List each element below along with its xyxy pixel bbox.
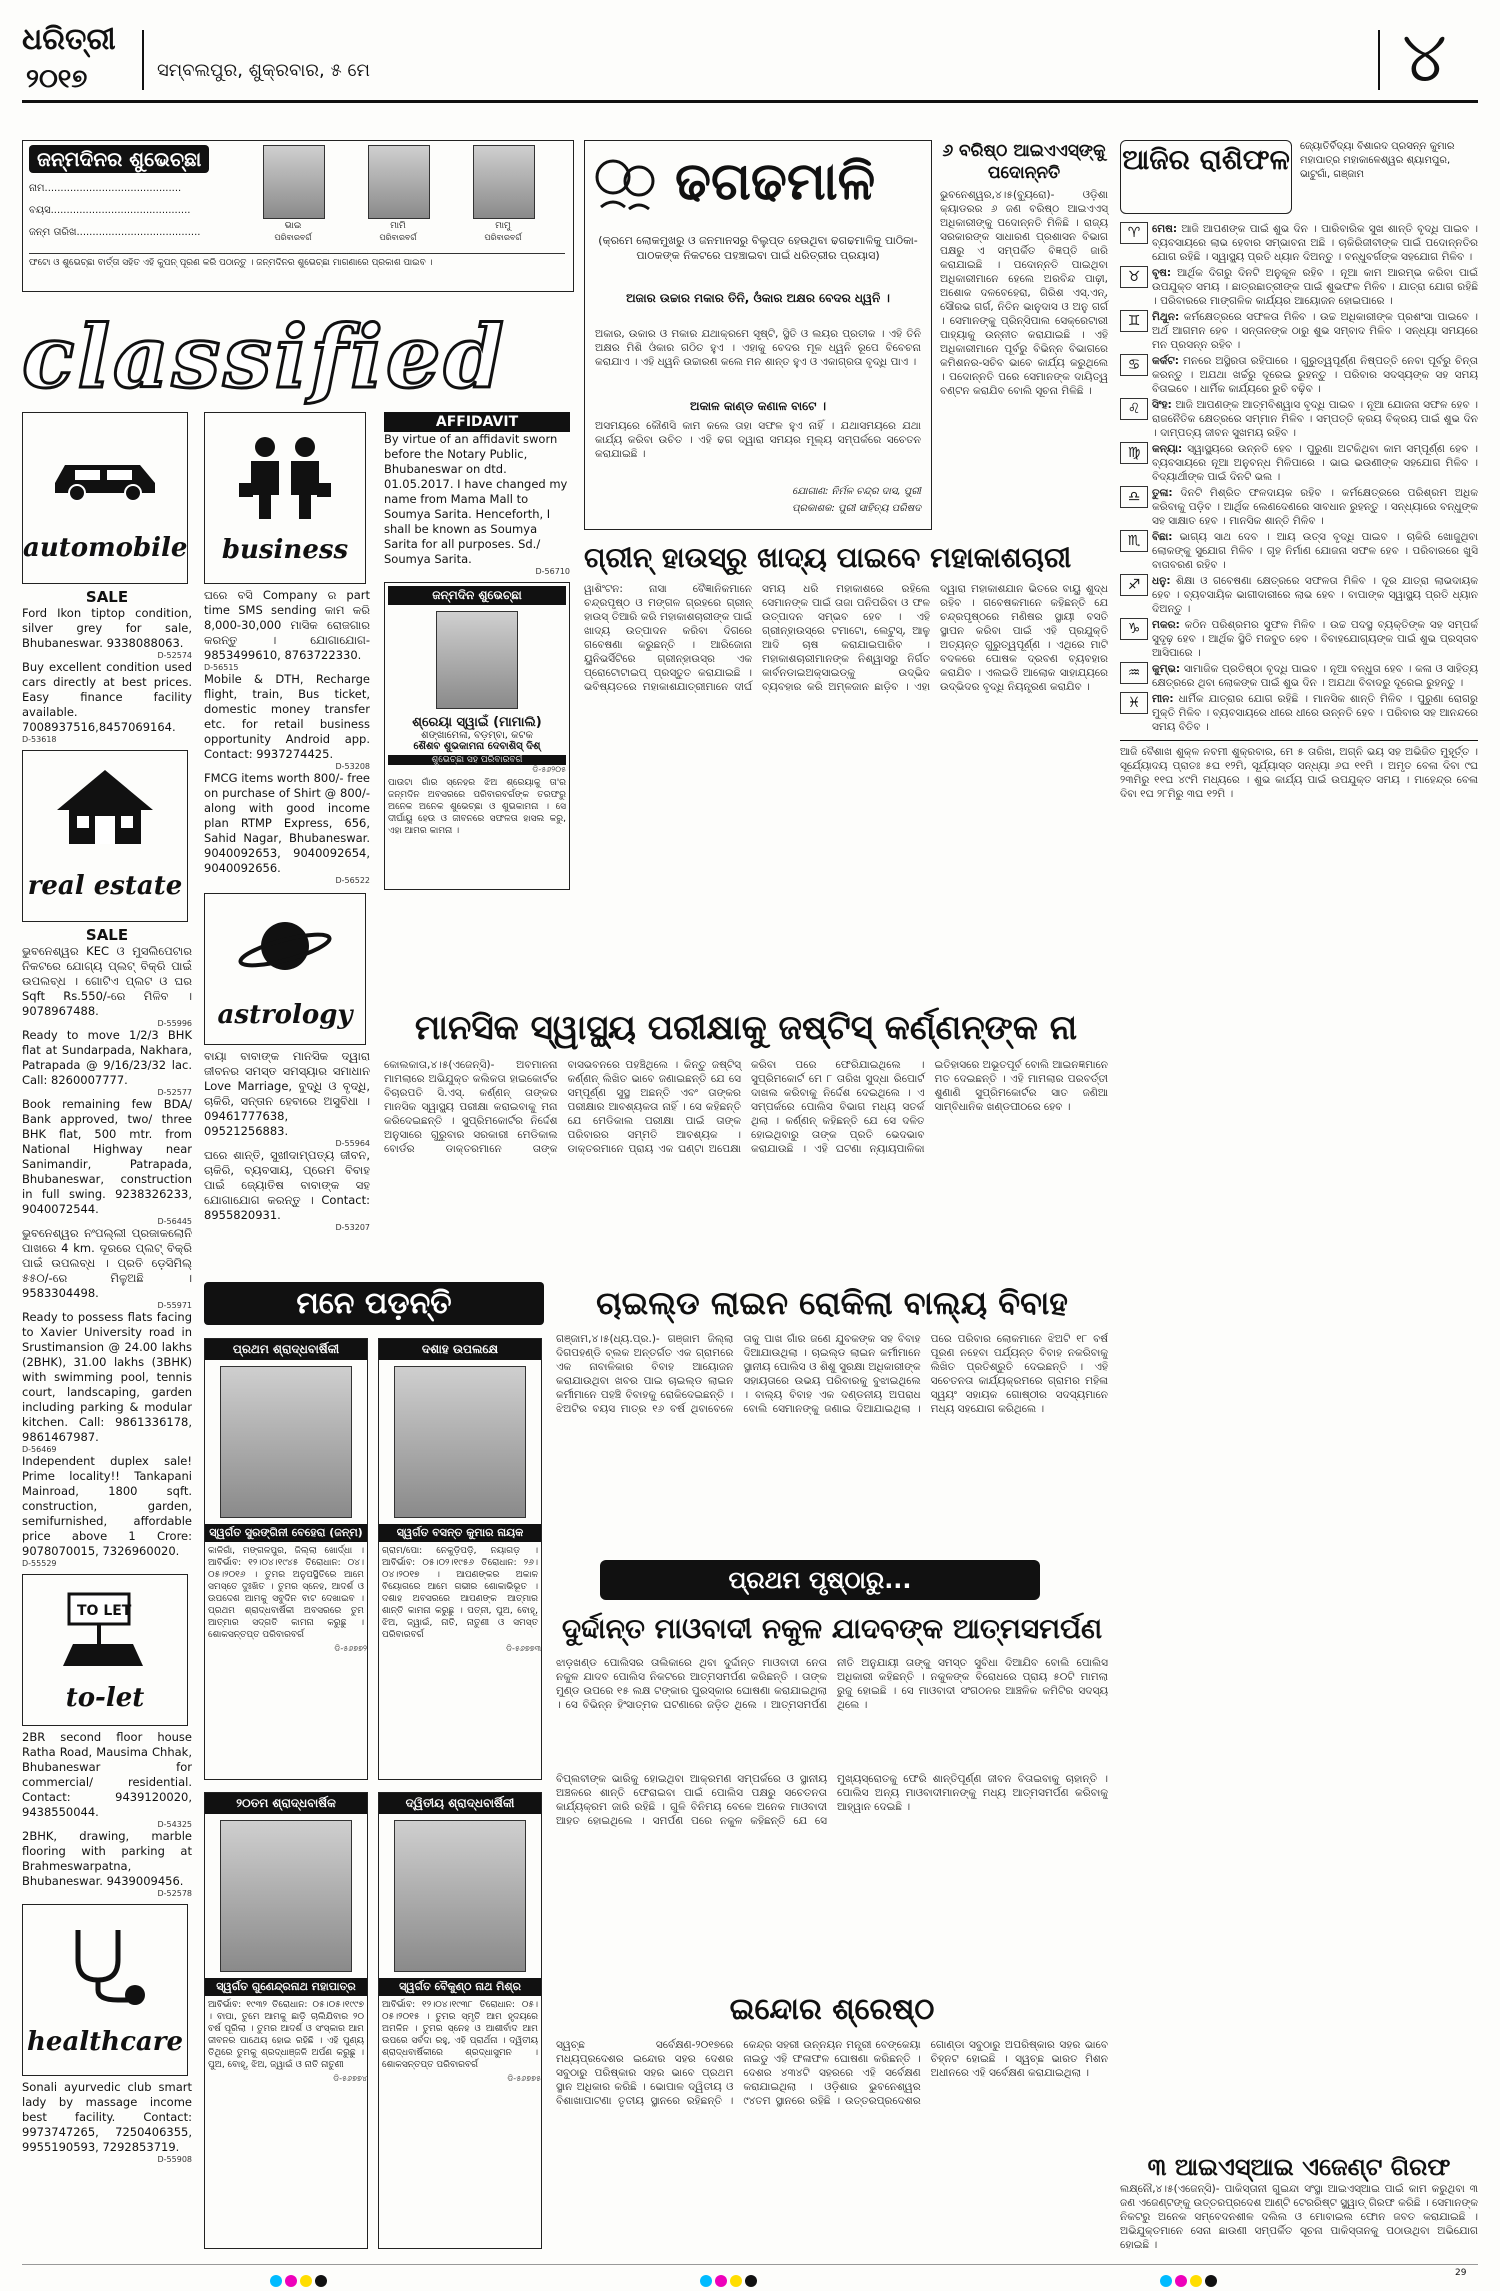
- obit-card-3: [204, 1792, 368, 2249]
- health-ad-1: Sonali ayurvedic club smart lady by massage income best facility. Contact: 9973747265, 7250406355, 9955190593, 7292853719.: [22, 2080, 192, 2154]
- zodiac-tula-name: ତୁଳା:: [1152, 487, 1173, 499]
- obit-3-code: ଡି-୫୬୭୭୪: [333, 2074, 367, 2083]
- birthday-wish-code: ଡି-୫୬୨୦୫: [532, 765, 566, 774]
- affidavit-text: By virtue of an affidavit sworn before the Notary Public, Bhubaneswar on dtd. 01.05.2017. I have changed my name from Mama Mall to Soumya Sarita. Henceforth, I shall be known as Soumya Sarita for all purposes. Sd./ Soumya Sarita.: [384, 432, 568, 566]
- birthday-wish-name: ଶ୍ରେୟା ସ୍ୱାଇଁ (ମାମାଲି): [412, 715, 542, 730]
- zodiac-row-kumbha: [1120, 662, 1478, 690]
- obit-2-title: ଦଶାହ ଉପଲକ୍ଷେ: [379, 1339, 541, 1360]
- obit-3-text: ଆବିର୍ଭାବ: ୧୯୩୨ ତିରୋଧାନ: ୦୫।୦୫।୧୯୯୭ । ବାପା, ତୁମେ ଆମକୁ ଛାଡ଼ି ଚାଲିଯିବାର ୨୦ ବର୍ଷ ପୂରିଲା । ତୁମର ଆଦର୍ଶ ଓ ସଂସ୍କାର ଆମ ଜୀବନର ପାଥେୟ ହୋଇ ରହିଛି । ଏହି ପୁଣ୍ୟ ତିଥିରେ ତୁମକୁ ଶ୍ରଦ୍ଧାଞ୍ଜଳି ଅର୍ପଣ କରୁଛୁ । ପୁଅ, ବୋହୂ, ଝିଅ, ଜ୍ୱାଇଁ ଓ ନାତି ନାତୁଣୀ: [208, 2000, 364, 2070]
- obit-1-title: ପ୍ରଥମ ଶ୍ରାଦ୍ଧବାର୍ଷିକୀ: [205, 1339, 367, 1360]
- masthead-bottom-rule: [22, 100, 1478, 103]
- karnan-story: [384, 1006, 1108, 1272]
- obit-4-code: ଡି-୫୬୭୭୫: [507, 2074, 541, 2083]
- astrology-label: astrology: [217, 1000, 353, 1030]
- re-ad-1-code: D-55996: [157, 1019, 192, 1028]
- zodiac-row-tula: [1120, 486, 1478, 528]
- indore-headline: ଇନ୍ଦୋର ଶ୍ରେଷ୍ଠ: [729, 1992, 935, 2027]
- zodiac-row-mesha: [1120, 222, 1478, 264]
- zodiac-kanya-text: ସ୍ୱାସ୍ଥ୍ୟରେ ଉନ୍ନତି ହେବ । ପୁରୁଣା ଅଟକିଥିବା କାମ ସମ୍ପୂର୍ଣ୍ଣ ହେବ । ବ୍ୟବସାୟରେ ନୂଆ ଅନୁବନ୍ଧ ମିଳିପାରେ । ଭାଇ ଭଉଣୀଙ୍କ ସହଯୋଗ ମିଳିବ । ବିଦ୍ୟାର୍ଥୀଙ୍କ ପାଇଁ ଦିନଟି ଭଲ ।: [1152, 443, 1478, 483]
- zodiac-dhanu-text: ଶିକ୍ଷା ଓ ଗବେଷଣା କ୍ଷେତ୍ରରେ ସଫଳତା ମିଳିବ । ଦୂର ଯାତ୍ରା ଲାଭଦାୟକ ହେବ । ବ୍ୟବସାୟିକ ଭାଗୀଦାରୀରେ ଲାଭ ହେବ । ବାପାଙ୍କ ସ୍ୱାସ୍ଥ୍ୟ ପ୍ରତି ଧ୍ୟାନ ଦିଅନ୍ତୁ ।: [1152, 575, 1479, 615]
- prathama-banner: ପ୍ରଥମ ପୃଷ୍ଠାରୁ...: [600, 1560, 1040, 1600]
- pisces-icon: ♓: [1120, 692, 1148, 714]
- masthead-page-number: ୪: [1402, 16, 1447, 98]
- gemini-icon: ♊: [1120, 310, 1148, 332]
- house-icon: [53, 766, 157, 850]
- zodiac-bichha-name: ବିଛା:: [1152, 531, 1173, 543]
- virgo-icon: ♍: [1120, 442, 1148, 464]
- re-ad-5-code: D-56469: [22, 1445, 57, 1454]
- indore-story: [556, 1990, 1108, 2250]
- tolet-ad-1: 2BR second floor house Ratha Road, Mausima Chhak, Bhubaneswar for commercial/ residential. Contact: 9439120020, 9438550044.: [22, 1730, 192, 1819]
- birthday-wish-title: ଜନ୍ମଦିନ ଶୁଭେଚ୍ଛା: [388, 586, 566, 605]
- libra-icon: ♎: [1120, 486, 1148, 508]
- re-ad-4-code: D-55971: [157, 1301, 192, 1310]
- thagamali-credit-1: ଯୋଗାଣ: ନିର୍ମଳ ଚନ୍ଦ୍ର ଦାସ, ପୁରୀ: [792, 486, 921, 497]
- re-ad-3: Book remaining few BDA/ Bank approved, two/ three BHK flat, 500 mtr. from National Highway near Sanimandir, Patrapada, Bhubaneswar, construction in full swing. 9238326233, 9040072544.: [22, 1097, 192, 1216]
- birthday-photo-2: [368, 145, 430, 219]
- auto-ad-1-code: D-52574: [157, 651, 192, 660]
- karnan-headline: ମାନସିକ ସ୍ୱାସ୍ଥ୍ୟ ପରୀକ୍ଷାକୁ ଜଷ୍ଟିସ୍ କର୍ଣ୍ଣନ୍‌ଙ୍କ ନା: [414, 1008, 1078, 1048]
- obit-4-photo: [394, 1820, 526, 1972]
- real-estate-label: real estate: [27, 871, 183, 901]
- biz-ad-2-code: D-53208: [335, 762, 370, 771]
- mane-padanti-title: ମନେ ପଡ଼ନ୍ତି: [204, 1282, 544, 1325]
- taurus-icon: ♉: [1120, 266, 1148, 288]
- panjika-text: ଆଜି ବୈଶାଖ ଶୁକ୍ଳ ନବମୀ ଶୁକ୍ରବାର, ମେ ୫ ତାରିଖ, ଅଗ୍ନି ଭୟ ସହ ଅଭିଜିତ ମୁହୂର୍ତ୍ତ । ସୂର୍ଯ୍ୟୋଦୟ ପ୍ରାତଃ ୫ଘ ୧୨ମି, ସୂର୍ଯ୍ୟାସ୍ତ ସନ୍ଧ୍ୟା ୬ଘ ୧୧ମି । ଅମୃତ ବେଳା ଦିବା ୯ଘ ୨୩ମିରୁ ୧୧ଘ ୪୯ମି ମଧ୍ୟରେ । ଶୁଭ କାର୍ଯ୍ୟ ପାଇଁ ଉପଯୁକ୍ତ ସମୟ । ମାହେନ୍ଦ୍ର ବେଳା ଦିବା ୧ଘ ୨୮ମିରୁ ୩ଘ ୧୨ମି ।: [1120, 740, 1478, 801]
- thagamali-credit-2: ପ୍ରକାଶକ: ପୁରୀ ସାହିତ୍ୟ ପରିଷଦ: [791, 503, 921, 514]
- automobile-heading: SALE: [85, 588, 129, 606]
- birthday-wish-photo: [436, 611, 518, 709]
- tolet-ad-2-code: D-52578: [157, 1889, 192, 1898]
- mane-padanti-section: [204, 1282, 544, 2262]
- obit-card-4: [378, 1792, 542, 2249]
- svg-text:TO LET: TO LET: [77, 1603, 132, 1619]
- birthday-photo-2-name: ମାମି: [390, 221, 406, 231]
- birthday-wish-box: [384, 582, 570, 890]
- zodiac-makara-name: ମକର:: [1152, 619, 1180, 631]
- obit-4-text: ଆବିର୍ଭାବ: ୧୨।୦୪।୧୯୩୮ ତିରୋଧାନ: ୦୫।୦୫।୨୦୧୫ । ତୁମର ସ୍ମୃତି ଆମ ହୃଦୟରେ ଅମଳିନ । ତୁମର ସ୍ନେହ ଓ ଆଶୀର୍ବାଦ ଆମ ଉପରେ ସର୍ବଦା ରହୁ, ଏହି ପ୍ରାର୍ଥନା । ଦ୍ୱିତୀୟ ଶ୍ରାଦ୍ଧବାର୍ଷିକୀରେ ଶ୍ରଦ୍ଧାସୁମନ । ଶୋକସନ୍ତପ୍ତ ପରିବାରବର୍ଗ: [382, 2000, 538, 2070]
- obit-2-name: ସ୍ୱର୍ଗତ ବସନ୍ତ କୁମାର ନାୟକ: [379, 1524, 541, 1542]
- thagamali-item-1-body: ଅକାର, ଉକାର ଓ ମକାର ଯଥାକ୍ରମେ ସୃଷ୍ଟି, ସ୍ଥିତି ଓ ଲୟର ପ୍ରତୀକ । ଏହି ତିନି ଅକ୍ଷର ମିଶି ଓଁକାର ଗଠିତ ହୁଏ । ଏହାକୁ ବେଦର ମୂଳ ଧ୍ୱନି ରୂପେ ବିବେଚନା କରାଯାଏ । ଏହି ଧ୍ୱନି ଉଚ୍ଚାରଣ କଲେ ମନ ଶାନ୍ତ ହୁଏ ଓ ଏକାଗ୍ରତା ବୃଦ୍ଧି ପାଏ ।: [595, 328, 921, 368]
- isi-story: [1120, 2152, 1478, 2262]
- classified-banner: classified: [22, 307, 507, 408]
- to-let-label: to-let: [65, 1683, 145, 1713]
- biz-ad-3-code: D-56522: [335, 876, 370, 885]
- birthday-wish-from: ଶୁଭେଚ୍ଛା ସହ ପରିବାରବର୍ଗ: [388, 755, 566, 765]
- re-ad-5: Ready to possess flats facing to Xavier University road in Srustimansion @ 24.00 lakhs (2BHK), 31.00 lakhs (3BHK) with swimming pool, tennis court, landscaping, garden including parking & modular kitchen. Call: 9861336178, 9861467987.: [22, 1310, 192, 1444]
- biz-ad-1-code: D-56515: [204, 663, 239, 672]
- obit-card-2: [378, 1338, 542, 1780]
- re-ad-6: Independent duplex sale! Prime locality!! Tankapani Mainroad, 1800 sqft. construction, garden, semifurnished, affordable price above 1 Crore: 9078070015, 7326960020.: [22, 1454, 192, 1558]
- astro-ad-2: ଘରେ ଶାନ୍ତି, ସୁଖୀଦାମ୍ପତ୍ୟ ଜୀବନ, ଚାକିରି, ବ୍ୟବସାୟ, ପ୍ରେମ ବିବାହ ପାଇଁ ଜ୍ୟୋତିଷ ବାବାଙ୍କ ସହ ଯୋଗାଯୋଗ କରନ୍ତୁ । Contact: 8955820931.: [204, 1148, 370, 1222]
- birthday-photo-3-name: ମାମୁ: [495, 221, 511, 231]
- zodiac-kumbha-text: ସାମାଜିକ ପ୍ରତିଷ୍ଠା ବୃଦ୍ଧି ପାଇବ । ନୂଆ ବନ୍ଧୁତା ହେବ । କଳା ଓ ସାହିତ୍ୟ କ୍ଷେତ୍ରରେ ଥିବା ଲୋକଙ୍କ ପାଇଁ ଶୁଭ ଦିନ । ଅଯଥା ବିବାଦରୁ ଦୂରେଇ ରୁହନ୍ତୁ ।: [1152, 663, 1479, 689]
- thagamali-title: ଢଗଢମାଳି: [675, 151, 876, 212]
- zodiac-row-vrusha: [1120, 266, 1478, 308]
- re-ad-3-code: D-56445: [157, 1217, 192, 1226]
- zodiac-mesha-text: ଆଜି ଆପଣଙ୍କ ପାଇଁ ଶୁଭ ଦିନ । ପାରିବାରିକ ସୁଖ ଶାନ୍ତି ବୃଦ୍ଧି ପାଇବ । ବ୍ୟବସାୟରେ ଲାଭ ହେବାର ସମ୍ଭାବନା ଅଛି । ଚାକିରିଜୀବୀଙ୍କ ପାଇଁ ପଦୋନ୍ନତିର ଯୋଗ ରହିଛି । ସ୍ୱାସ୍ଥ୍ୟ ପ୍ରତି ଧ୍ୟାନ ଦିଅନ୍ତୁ । ବନ୍ଧୁବର୍ଗଙ୍କ ସହଯୋଗ ମିଳିବ ।: [1152, 223, 1478, 263]
- masthead-divider-right: [1378, 30, 1380, 90]
- healthcare-label: healthcare: [27, 2027, 183, 2057]
- rashiphala-list: [1120, 222, 1478, 801]
- re-ad-4: ଭୁବନେଶ୍ୱର ନଂପଲ୍ଲୀ ପ୍ରଜାକଲୋନି ପାଖରେ 4 km. ଦୂରରେ ପ୍ଲଟ୍ ବିକ୍ରି ପାଇଁ ଉପଲବ୍ଧ । ପ୍ରତି ଡ଼େସିମିଲ୍ ୫୫୦/-ରେ ମିଳୁଅଛି । 9583304498.: [22, 1226, 192, 1300]
- birthday-photo-2-sub: ପରିବାରବର୍ଗ: [379, 233, 417, 242]
- indore-body: ସ୍ୱଚ୍ଛ ସର୍ବେକ୍ଷଣ-୨୦୧୭ରେ ମଧ୍ୟପ୍ରଦେଶର ଇନ୍ଦୋର ସହର ଦେଶର ସବୁଠାରୁ ପରିଷ୍କାର ସହର ଭାବେ ପ୍ରଥମ ସ୍ଥାନ ଅଧିକାର କରିଛି । ଭୋପାଳ ଦ୍ୱିତୀୟ ଓ ବିଶାଖାପାଟଣା ତୃତୀୟ ସ୍ଥାନରେ ରହିଛନ୍ତି । କେନ୍ଦ୍ର ସହରୀ ଉନ୍ନୟନ ମନ୍ତ୍ରୀ ବେଙ୍କେୟା ନାଇଡୁ ଏହି ଫଳାଫଳ ଘୋଷଣା କରିଛନ୍ତି । ଦେଶର ୪୩୪ଟି ସହରରେ ଏହି ସର୍ବେକ୍ଷଣ କରାଯାଇଥିଲା । ଓଡ଼ିଶାର ଭୁବନେଶ୍ୱର ୯୪ତମ ସ୍ଥାନରେ ରହିଛି । ଉତ୍ତରପ୍ରଦେଶର ଗୋଣ୍ଡା ସବୁଠାରୁ ଅପରିଷ୍କାର ସହର ଭାବେ ଚିହ୍ନଟ ହୋଇଛି । ସ୍ୱଚ୍ଛ ଭାରତ ମିଶନ ଅଧୀନରେ ଏହି ସର୍ବେକ୍ଷଣ କରାଯାଇଥିଲା ।: [556, 2039, 1108, 2107]
- masthead-dateline: ସମ୍ବଲପୁର, ଶୁକ୍ରବାର, ୫ ମେ: [157, 60, 370, 81]
- re-ad-6-code: D-55529: [22, 1559, 57, 1568]
- astro-ad-1-code: D-55964: [335, 1139, 370, 1148]
- real-estate-section: [22, 750, 188, 922]
- obit-1-name: ସ୍ୱର୍ଗତ ସୁରଙ୍ଗିନୀ ବେହେରା (ଜନ୍ମ): [205, 1524, 367, 1542]
- birthday-field-date[interactable]: ଜନ୍ମ ତାରିଖ.......................................: [29, 227, 201, 238]
- thagamali-item-2-body: ଅସମୟରେ କୌଣସି କାମ କଲେ ତାହା ସଫଳ ହୁଏ ନାହିଁ । ଯଥାସମୟରେ ଯଥା କାର୍ଯ୍ୟ କରିବା ଉଚିତ । ଏହି ଢଗ ଦ୍ୱାରା ସମୟର ମୂଲ୍ୟ ସମ୍ପର୍କରେ ସଚେତନ କରାଯାଇଛି ।: [595, 420, 921, 460]
- to-let-sign-icon: [63, 1590, 147, 1674]
- rashiphala-astrologer: ଜ୍ୟୋତିର୍ବିଦ୍ୟା ବିଶାରଦ ପ୍ରସନ୍ନ କୁମାର ମହାପାତ୍ର ମହାକାଳେଶ୍ୱର ଶ୍ୟାମପୁର, ଭାଟୁଗାଁ, ଗଞ୍ଜାମ: [1300, 141, 1455, 180]
- affidavit-code: D-56710: [535, 567, 570, 576]
- birthday-photo-1-sub: ପରିବାରବର୍ଗ: [274, 233, 312, 242]
- classified-col-1: [22, 412, 192, 2262]
- child-line-headline: ଚାଇଲ୍ଡ ଲାଇନ ରୋକିଲା ବାଲ୍ୟ ବିବାହ: [596, 1284, 1068, 1322]
- zodiac-row-makara: [1120, 618, 1478, 660]
- astro-ad-2-code: D-53207: [335, 1223, 370, 1232]
- birthday-coupon: [22, 140, 574, 292]
- obit-2-text: ଗ୍ରାମ/ପୋ: ନେକୁଡ଼ିପଡ଼ି, ନୟାଗଡ଼ । ଆବିର୍ଭାବ: ୦୫।୦୨।୧୯୫୬ ତିରୋଧାନ: ୨୬।୦୪।୨୦୧୭ । ଆପଣଙ୍କର ଅକାଳ ବିୟୋଗରେ ଆମେ ଗଭୀର ଶୋକାଭିଭୂତ । ଦଶାହ ଅବସରରେ ଆପଣଙ୍କ ଆତ୍ମାର ଶାନ୍ତି କାମନା କରୁଛୁ । ପତ୍ନୀ, ପୁଅ, ବୋହୂ, ଝିଅ, ଜ୍ୱାଇଁ, ନାତି, ନାତୁଣୀ ଓ ସମସ୍ତ ପରିବାରବର୍ଗ: [382, 1546, 538, 1640]
- to-let-section: [22, 1574, 188, 1726]
- obit-4-name: ସ୍ୱର୍ଗତ ବୈକୁଣ୍ଠ ନାଥ ମିଶ୍ର: [379, 1978, 541, 1996]
- ias-story: [940, 140, 1108, 530]
- birthday-wish-place: ଶଙ୍ଖାମେଳା, ବଡ଼ମ୍ବା, କଟକ: [421, 730, 533, 741]
- birthday-photo-3: [473, 145, 535, 219]
- zodiac-simha-text: ଆଜି ଆପଣଙ୍କ ଆତ୍ମବିଶ୍ୱାସ ବୃଦ୍ଧି ପାଇବ । ନୂଆ ଯୋଜନା ସଫଳ ହେବ । ରାଜନୈତିକ କ୍ଷେତ୍ରରେ ସମ୍ମାନ ମିଳିବ । ସମ୍ପତ୍ତି କ୍ରୟ ବିକ୍ରୟ ପାଇଁ ଶୁଭ ଦିନ । ଦାମ୍ପତ୍ୟ ଜୀବନ ସୁଖମୟ ରହିବ ।: [1152, 399, 1478, 439]
- zodiac-tula-text: ଦିନଟି ମିଶ୍ରିତ ଫଳଦାୟକ ରହିବ । କର୍ମକ୍ଷେତ୍ରରେ ପରିଶ୍ରମ ଅଧିକ କରିବାକୁ ପଡ଼ିବ । ଆର୍ଥିକ ଲେଣଦେଣରେ ସାବଧାନ ରୁହନ୍ତୁ । ସନ୍ଧ୍ୟାରେ ବନ୍ଧୁଙ୍କ ସହ ସାକ୍ଷାତ ହେବ । ମାନସିକ ଶାନ୍ତି ମିଳିବ ।: [1152, 487, 1478, 527]
- birthday-field-age[interactable]: ବୟସ............................................: [29, 205, 191, 216]
- stethoscope-icon: [63, 1925, 153, 2009]
- re-ad-2-code: D-52577: [157, 1088, 192, 1097]
- tolet-ad-1-code: D-54325: [157, 1820, 192, 1829]
- birthday-wish-wish: ଶୈଶବ ଶୁଭକାମନା ଦେବାଶିସ୍ ଦିଶ୍: [413, 741, 541, 752]
- zodiac-meena-text: ଧାର୍ମିକ ଯାତ୍ରାର ଯୋଗ ରହିଛି । ମାନସିକ ଶାନ୍ତି ମିଳିବ । ପୁରୁଣା ରୋଗରୁ ମୁକ୍ତି ମିଳିବ । ବ୍ୟବସାୟରେ ଧୀରେ ଧୀରେ ଉନ୍ନତି ହେବ । ପରିବାର ସହ ଆନନ୍ଦରେ ସମୟ ବିତିବ ।: [1152, 693, 1478, 733]
- zodiac-row-kanya: [1120, 442, 1478, 484]
- obit-1-text: କାଳିଗାଁ, ମଙ୍ଗଳପୁର, ଜିଲ୍ଲା ଖୋର୍ଦ୍ଧା । ଆବିର୍ଭାବ: ୧୨।୦୪।୧୯୪୫ ତିରୋଧାନ: ୦୪।୦୫।୨୦୧୬ । ତୁମର ଅନୁପସ୍ଥିତିରେ ଆମେ ସମସ୍ତେ ଦୁଃଖିତ । ତୁମର ସ୍ନେହ, ଆଦର୍ଶ ଓ ଉପଦେଶ ଆମକୁ ସବୁଦିନ ବାଟ ଦେଖାଇବ । ପ୍ରଥମ ଶ୍ରାଦ୍ଧବାର୍ଷିକୀ ଅବସରରେ ତୁମ ଆତ୍ମାର ସଦ୍‌ଗତି କାମନା କରୁଛୁ । ଶୋକସନ୍ତପ୍ତ ପରିବାରବର୍ଗ: [208, 1546, 364, 1640]
- zodiac-vrusha-name: ବୃଷ:: [1152, 267, 1172, 279]
- auto-ad-2-code: D-53618: [22, 735, 57, 744]
- classified-col-2: [204, 412, 370, 1262]
- zodiac-kumbha-name: କୁମ୍ଭ:: [1152, 663, 1181, 675]
- business-label: business: [221, 535, 349, 565]
- isi-body: ଲକ୍ଷ୍ନୌ,୪।୫(ଏଜେନ୍ସି)- ପାକିସ୍ତାନୀ ଗୁଇନ୍ଦା ସଂସ୍ଥା ଆଇଏସ୍‌ଆଇ ପାଇଁ କାମ କରୁଥିବା ୩ ଜଣ ଏଜେଣ୍ଟଙ୍କୁ ଉତ୍ତରପ୍ରଦେଶ ଆଣ୍ଟି ଟେରରିଷ୍ଟ ସ୍କ୍ୱାଡ୍ ଗିରଫ କରିଛି । ସେମାନଙ୍କ ନିକଟରୁ ଅନେକ ସମ୍ବେଦନଶୀଳ ଦଲିଲ ଓ ମୋବାଇଲ ଫୋନ ଜବତ କରାଯାଇଛି । ଅଭିଯୁକ୍ତମାନେ ସେନା ଛାଉଣୀ ସମ୍ପର୍କିତ ସୂଚନା ପାକିସ୍ତାନକୁ ପଠାଉଥିବା ଅଭିଯୋଗ ହୋଇଛି ।: [1120, 2183, 1478, 2251]
- color-registration-marks: [270, 2272, 330, 2291]
- thagamali-box: [584, 140, 932, 530]
- zodiac-karkata-text: ମନରେ ଅସ୍ଥିରତା ରହିପାରେ । ଗୁରୁତ୍ୱପୂର୍ଣ୍ଣ ନିଷ୍ପତ୍ତି ନେବା ପୂର୍ବରୁ ଚିନ୍ତା କରନ୍ତୁ । ଅଯଥା ଖର୍ଚ୍ଚରୁ ଦୂରେଇ ରୁହନ୍ତୁ । ପରିବାର ସଦସ୍ୟଙ୍କ ସହ ସମୟ ବିତାଇବେ । ଧାର୍ମିକ କାର୍ଯ୍ୟରେ ରୁଚି ବଢ଼ିବ ।: [1152, 355, 1478, 395]
- greenhouse-body: ୱାଶିଂଟନ: ନାସା ବୈଜ୍ଞାନିକମାନେ ଚନ୍ଦ୍ରପୃଷ୍ଠ ଓ ମଙ୍ଗଳ ଗ୍ରହରେ ଗ୍ରୀନ୍ ହାଉସ୍ ତିଆରି କରି ମହାକାଶଚାରୀଙ୍କ ପାଇଁ ଖାଦ୍ୟ ଉତ୍ପାଦନ କରିବା ଦିଗରେ ଗବେଷଣା କରୁଛନ୍ତି । ଆରିଜୋନା ୟୁନିଭର୍ସିଟିରେ ଗ୍ରୀନ୍‌ହାଉସ୍‌ର ଏକ ପ୍ରୋଟୋଟାଇପ୍ ପ୍ରସ୍ତୁତ କରାଯାଇଛି । ଭବିଷ୍ୟତରେ ମହାକାଶଯାତ୍ରୀମାନେ ଦୀର୍ଘ ସମୟ ଧରି ମହାକାଶରେ ରହିଲେ ସେମାନଙ୍କ ପାଇଁ ତାଜା ପନିପରିବା ଓ ଫଳ ଉତ୍ପାଦନ ସମ୍ଭବ ହେବ । ଏହି ଗ୍ରୀନ୍‌ହାଉସ୍‌ରେ ଟମାଟୋ, ଲେଟୁସ୍, ଆଳୁ ଆଦି ଚାଷ କରାଯାଇପାରିବ । ମହାକାଶଚାରୀମାନଙ୍କ ନିଶ୍ୱାସରୁ ନିର୍ଗତ କାର୍ବନଡାଇଅକ୍ସାଇଡ୍‌କୁ ଉଦ୍ଭିଦ ବ୍ୟବହାର କରି ଅମ୍ଳଜାନ ଛାଡ଼ିବ । ଏହା ଦ୍ୱାରା ମହାକାଶଯାନ ଭିତରେ ବାୟୁ ଶୁଦ୍ଧ ରହିବ । ଗବେଷକମାନେ କହିଛନ୍ତି ଯେ ଚନ୍ଦ୍ରପୃଷ୍ଠରେ ମଣିଷର ସ୍ଥାୟୀ ବସତି ସ୍ଥାପନ କରିବା ପାଇଁ ଏହି ପ୍ରଯୁକ୍ତି ଅତ୍ୟନ୍ତ ଗୁରୁତ୍ୱପୂର୍ଣ୍ଣ । ଏଥିରେ ମାଟି ବଦଳରେ ପୋଷକ ଦ୍ରବଣ ବ୍ୟବହାର କରାଯିବ । ଏଲଇଡି ଆଲୋକ ସାହାଯ୍ୟରେ ଉଦ୍ଭିଦର ବୃଦ୍ଧି ନିୟନ୍ତ୍ରଣ କରାଯିବ ।: [584, 583, 1108, 693]
- footer-rule: [22, 2264, 1478, 2265]
- ias-headline: ୬ ବରିଷ୍ଠ ଆଇଏଏସ୍‌ଙ୍କୁ ପଦୋନ୍ନତି: [942, 141, 1106, 183]
- zodiac-row-simha: [1120, 398, 1478, 440]
- rashiphala-section: [1120, 140, 1478, 2150]
- birthday-note: ଫଟୋ ଓ ଶୁଭେଚ୍ଛା ବାର୍ତ୍ତା ସହିତ ଏହି କୁପନ୍ ପୂରଣ କରି ପଠାନ୍ତୁ । ଜନ୍ମଦିନର ଶୁଭେଚ୍ଛା ମାଗଣାରେ ପ୍ରକାଶ ପାଇବ ।: [29, 253, 565, 269]
- capricorn-icon: ♑: [1120, 618, 1148, 640]
- scorpio-icon: ♏: [1120, 530, 1148, 552]
- thagamali-faces-icon: [591, 147, 661, 231]
- maoist-headline: ଦୁର୍ଦ୍ଦାନ୍ତ ମାଓବାଦୀ ନକୁଳ ଯାଦବଙ୍କ ଆତ୍ମସମର୍ପଣ: [561, 1612, 1103, 1645]
- obit-card-1: [204, 1338, 368, 1780]
- zodiac-row-karkata: [1120, 354, 1478, 396]
- maoist-story: [556, 1610, 1108, 1980]
- greenhouse-story: [584, 540, 1108, 870]
- obit-3-name: ସ୍ୱର୍ଗତ ଗୁଣେନ୍ଦ୍ରନାଥ ମହାପାତ୍ର: [205, 1978, 367, 1996]
- obit-4-title: ଦ୍ୱିତୀୟ ଶ୍ରାଦ୍ଧବାର୍ଷିକୀ: [379, 1793, 541, 1814]
- business-people-icon: [237, 433, 333, 527]
- business-section: [204, 412, 366, 584]
- zodiac-simha-name: ସିଂହ:: [1152, 399, 1172, 411]
- automobile-section: [22, 412, 188, 584]
- greenhouse-headline: ଗ୍ରୀନ୍ ହାଉସ୍‌ରୁ ଖାଦ୍ୟ ପାଇବେ ମହାକାଶଚାରୀ: [584, 541, 1072, 574]
- birthday-wish-text: ପାଉଟା ଗାଁର ସ୍ନେହର ଝିଅ ଶ୍ରେୟାକୁ ତା'ର ଜନ୍ମଦିନ ଅବସରରେ ପରିବାରବର୍ଗଙ୍କ ତରଫରୁ ଅନେକ ଅନେକ ଶୁଭେଚ୍ଛା ଓ ଶୁଭକାମନା । ସେ ଦୀର୍ଘାୟୁ ହେଉ ଓ ଜୀବନରେ ସଫଳତା ହାସଲ କରୁ, ଏହା ଆମର କାମନା ।: [388, 778, 566, 836]
- masthead-logo: ଧରିତ୍ରୀ: [22, 22, 116, 57]
- zodiac-meena-name: ମୀନ:: [1152, 693, 1174, 705]
- masthead-year: ୨୦୧୭: [26, 64, 88, 94]
- obit-2-photo: [394, 1366, 526, 1518]
- zodiac-dhanu-name: ଧନୁ:: [1152, 575, 1171, 587]
- biz-ad-2: Mobile & DTH, Recharge flight, train, Bus ticket, domestic money transfer etc. for retail business opportunity Android app. Contact: 9937274425.: [204, 672, 370, 761]
- obit-1-code: ଡି-୫୬୭୭୨: [334, 1644, 367, 1653]
- obit-2-code: ଡି-୫୬୭୭୩: [506, 1644, 541, 1653]
- zodiac-karkata-name: କର୍କଟ:: [1152, 355, 1179, 367]
- tolet-ad-2: 2BHK, drawing, marble flooring with parking at Brahmeswarpatna, Bhubaneswar. 9439009456.: [22, 1829, 192, 1888]
- zodiac-row-dhanu: [1120, 574, 1478, 616]
- zodiac-bichha-text: ଭାଗ୍ୟ ସାଥ ଦେବ । ଆୟ ଉତ୍ସ ବୃଦ୍ଧି ପାଇବ । ଚାକିରି ଖୋଜୁଥିବା ଲୋକଙ୍କୁ ସୁଯୋଗ ମିଳିବ । ଗୃହ ନିର୍ମାଣ ଯୋଜନା ସଫଳ ହେବ । ପରିବାରରେ ଖୁସି ବାତାବରଣ ରହିବ ।: [1152, 531, 1478, 571]
- birthday-field-name[interactable]: ନାମ...........................................: [29, 183, 182, 194]
- birthday-title: ଜନ୍ମଦିନର ଶୁଭେଚ୍ଛା: [29, 145, 209, 173]
- footer-page-number: 29: [1455, 2268, 1467, 2278]
- obit-3-photo: [220, 1820, 352, 1972]
- biz-ad-1: ଘରେ ବସି Company ର part time SMS sending କାମ କରି 8,000-30,000 ମାସିକ ରୋଜଗାର କରନ୍ତୁ । ଯୋଗାଯୋଗ- 9853499610, 8763722330.: [204, 588, 370, 662]
- child-line-story: [556, 1282, 1108, 1522]
- health-ad-1-code: D-55908: [157, 2155, 192, 2164]
- thagamali-item-2-head: ଅକାଳ କାଣ୍ଡ କଣାଳ ବାଟେ ।: [689, 399, 826, 413]
- astrology-section: [204, 893, 366, 1045]
- color-registration-marks-3: [1160, 2272, 1220, 2291]
- saturn-icon: [235, 906, 335, 990]
- zodiac-makara-text: କଠିନ ପରିଶ୍ରମର ସୁଫଳ ମିଳିବ । ଉଚ୍ଚ ପଦସ୍ଥ ବ୍ୟକ୍ତିଙ୍କ ସହ ସମ୍ପର୍କ ସୁଦୃଢ଼ ହେବ । ଆର୍ଥିକ ସ୍ଥିତି ମଜବୁତ ହେବ । ବିବାହଯୋଗ୍ୟଙ୍କ ପାଇଁ ଶୁଭ ପ୍ରସ୍ତାବ ଆସିପାରେ ।: [1152, 619, 1478, 659]
- birthday-photo-1: [263, 145, 325, 219]
- zodiac-mithuna-name: ମିଥୁନ:: [1152, 311, 1180, 323]
- zodiac-row-mithuna: [1120, 310, 1478, 352]
- car-icon: [45, 443, 165, 503]
- zodiac-row-meena: [1120, 692, 1478, 734]
- birthday-photo-1-name: ଭାଇ: [284, 221, 302, 231]
- maoist-sub: ବିପ୍ଲବୀଙ୍କ ଭାରିକୁ ହୋଇଥିବା ଆକ୍ରମଣ ସମ୍ପର୍କରେ ଓ ସ୍ଥାନୀୟ ଅଞ୍ଚଳରେ ଶାନ୍ତି ଫେରାଇବା ପାଇଁ ପୋଲିସ ପକ୍ଷରୁ ସଚେତନତା କାର୍ଯ୍ୟକ୍ରମ ଜାରି ରହିଛି । ଗୁଳି ବିନିମୟ ବେଳେ ଅନେକ ମାଓବାଦୀ ଆହତ ହୋଇଥିଲେ । ସମର୍ପଣ ପରେ ନକୁଳ କହିଛନ୍ତି ଯେ ସେ ମୁଖ୍ୟସ୍ରୋତକୁ ଫେରି ଶାନ୍ତିପୂର୍ଣ୍ଣ ଜୀବନ ବିତାଇବାକୁ ଚାହାନ୍ତି । ପୋଲିସ ଅନ୍ୟ ମାଓବାଦୀମାନଙ୍କୁ ମଧ୍ୟ ଆତ୍ମସମର୍ପଣ କରିବାକୁ ଆହ୍ୱାନ ଦେଇଛି ।: [556, 1773, 1108, 1827]
- biz-ad-3: FMCG items worth 800/- free on purchase of Shirt @ 800/- along with good income plan RTMP Express, 656, Sahid Nagar, Bhubaneswar. 9040092653, 9040092654, 9040092656.: [204, 771, 370, 875]
- zodiac-mesha-name: ମେଷ:: [1152, 223, 1178, 235]
- thagamali-item-1-head: ଅଜାର ଉଚ୍ଚାର ମକାର ତିନି, ଓଁକାର ଅକ୍ଷର ବେଦର ଧ୍ୱନି ।: [626, 291, 890, 305]
- child-line-body: ଗଞ୍ଜାମ,୪।୫(ଧ୍ୟ.ପ୍ର.)- ଗଞ୍ଜାମ ଜିଲ୍ଲା ଦିଗପହଣ୍ଡି ବ୍ଲକ ଅନ୍ତର୍ଗତ ଏକ ଗ୍ରାମରେ ଏକ ନାବାଳିକାର ବିବାହ ଆୟୋଜନ କରାଯାଉଥିବା ଖବର ପାଇ ଚାଇଲ୍ଡ ଲାଇନ କର୍ମୀମାନେ ପହଞ୍ଚି ବିବାହକୁ ରୋକିଦେଇଛନ୍ତି । ଝିଅଟିର ବୟସ ମାତ୍ର ୧୬ ବର୍ଷ ଥିବାବେଳେ ତାକୁ ପାଖ ଗାଁର ଜଣେ ଯୁବକଙ୍କ ସହ ବିବାହ ଦିଆଯାଉଥିଲା । ଚାଇଲ୍ଡ ଲାଇନ କର୍ମୀମାନେ ସ୍ଥାନୀୟ ପୋଲିସ ଓ ଶିଶୁ ସୁରକ୍ଷା ଅଧିକାରୀଙ୍କ ସହାୟତାରେ ଉଭୟ ପରିବାରକୁ ବୁଝାଇଥିଲେ । ବାଲ୍ୟ ବିବାହ ଏକ ଦଣ୍ଡନୀୟ ଅପରାଧ ବୋଲି ସେମାନଙ୍କୁ ଜଣାଇ ଦିଆଯାଇଥିଲା । ପରେ ପରିବାର ଲୋକମାନେ ଝିଅଟି ୧୮ ବର୍ଷ ପୂରଣ ନହେବା ପର୍ଯ୍ୟନ୍ତ ବିବାହ ନକରିବାକୁ ଲିଖିତ ପ୍ରତିଶ୍ରୁତି ଦେଇଛନ୍ତି । ଏହି ସଚେତନତା କାର୍ଯ୍ୟକ୍ରମରେ ଗ୍ରାମର ମହିଳା ସ୍ୱୟଂ ସହାୟକ ଗୋଷ୍ଠୀର ସଦସ୍ୟମାନେ ମଧ୍ୟ ସହଯୋଗ କରିଥିଲେ ।: [556, 1333, 1108, 1415]
- re-ad-2: Ready to move 1/2/3 BHK flat at Sundarpada, Nakhara, Patrapada @ 9/16/23/32 lac. Call: 8260007777.: [22, 1028, 192, 1087]
- cancer-icon: ♋: [1120, 354, 1148, 376]
- isi-headline: ୩ ଆଇଏସ୍‌ଆଇ ଏଜେଣ୍ଟ ଗିରଫ: [1147, 2153, 1451, 2181]
- thagamali-subtitle: (କ୍ରମେ ଲୋକମୁଖରୁ ଓ ଜନମାନସରୁ ବିଲୁପ୍ତ ହେଉଥିବା ଢଗଢମାଳିକୁ ପାଠିକା-ପାଠକଙ୍କ ନିକଟରେ ପହଞ୍ଚାଇବା ପାଇଁ ଧରିତ୍ରୀର ପ୍ରୟାସ): [598, 234, 918, 262]
- real-estate-heading: SALE: [85, 926, 129, 944]
- zodiac-vrusha-text: ଆର୍ଥିକ ଦିଗରୁ ଦିନଟି ଅନୁକୂଳ ରହିବ । ନୂଆ କାମ ଆରମ୍ଭ କରିବା ପାଇଁ ଉପଯୁକ୍ତ ସମୟ । ଛାତ୍ରଛାତ୍ରୀଙ୍କ ପାଇଁ ଶୁଭଫଳ ମିଳିବ । ଯାତ୍ରା ଯୋଗ ରହିଛି । ପରିବାରରେ ମାଙ୍ଗଳିକ କାର୍ଯ୍ୟର ଆୟୋଜନ ହୋଇପାରେ ।: [1152, 267, 1478, 307]
- auto-ad-1: Ford Ikon tiptop condition, silver grey for sale, Bhubaneswar. 9338088063.: [22, 606, 192, 650]
- zodiac-mithuna-text: କର୍ମକ୍ଷେତ୍ରରେ ସଫଳତା ମିଳିବ । ଉଚ୍ଚ ଅଧିକାରୀଙ୍କ ପ୍ରଶଂସା ପାଇବେ । ଅର୍ଥ ଆଗମନ ହେବ । ସନ୍ତାନଙ୍କ ଠାରୁ ଶୁଭ ସମ୍ବାଦ ମିଳିବ । ସନ୍ଧ୍ୟା ସମୟରେ ମନ ପ୍ରସନ୍ନ ରହିବ ।: [1152, 311, 1478, 351]
- rashiphala-title: ଆଜିର ରାଶିଫଳ: [1120, 140, 1292, 214]
- maoist-body: ଝାଡ଼ଖଣ୍ଡ ପୋଲିସର ତାଲିକାରେ ଥିବା ଦୁର୍ଦ୍ଦାନ୍ତ ମାଓବାଦୀ ନେତା ନକୁଳ ଯାଦବ ପୋଲିସ ନିକଟରେ ଆତ୍ମସମର୍ପଣ କରିଛନ୍ତି । ତାଙ୍କ ମୁଣ୍ଡ ଉପରେ ୧୫ ଲକ୍ଷ ଟଙ୍କାର ପୁରସ୍କାର ଘୋଷଣା କରାଯାଇଥିଲା । ସେ ବିଭିନ୍ନ ହିଂସାତ୍ମକ ଘଟଣାରେ ଜଡ଼ିତ ଥିଲେ । ଆତ୍ମସମର୍ପଣ ନୀତି ଅନୁଯାୟୀ ତାଙ୍କୁ ସମସ୍ତ ସୁବିଧା ଦିଆଯିବ ବୋଲି ପୋଲିସ ଅଧିକାରୀ କହିଛନ୍ତି । ନକୁଳଙ୍କ ବିରୋଧରେ ପ୍ରାୟ ୫୦ଟି ମାମଲା ରୁଜୁ ହୋଇଛି । ସେ ମାଓବାଦୀ ସଂଗଠନର ଆଞ୍ଚଳିକ କମିଟିର ସଦସ୍ୟ ଥିଲେ ।: [556, 1657, 1108, 1711]
- birthday-photo-3-sub: ପରିବାରବର୍ଗ: [484, 233, 522, 242]
- healthcare-section: [22, 1904, 188, 2076]
- ias-body: ଭୁବନେଶ୍ୱର,୪।୫(ବ୍ୟୁରୋ)- ଓଡ଼ିଶା କ୍ୟାଡରର ୬ ଜଣ ବରିଷ୍ଠ ଆଇଏଏସ୍ ଅଧିକାରୀଙ୍କୁ ପଦୋନ୍ନତି ମିଳିଛି । ରାଜ୍ୟ ସରକାରଙ୍କ ସାଧାରଣ ପ୍ରଶାସନ ବିଭାଗ ପକ୍ଷରୁ ଏ ସମ୍ପର୍କିତ ବିଜ୍ଞପ୍ତି ଜାରି କରାଯାଇଛି । ପଦୋନ୍ନତି ପାଇଥିବା ଅଧିକାରୀମାନେ ହେଲେ ଅରବିନ୍ଦ ପାଢ଼ୀ, ଅଶୋକ ଦଳବେହେରା, ଗିରିଶ ଏସ୍.ଏନ୍, ସୌରଭ ଗର୍ଗ, ନିତିନ ଭାନୁଦାସ ଓ ଅନୁ ଗର୍ଗ । ସେମାନଙ୍କୁ ପ୍ରିନ୍ସିପାଲ ସେକ୍ରେଟାରୀ ପାହ୍ୟାକୁ ଉନ୍ନୀତ କରାଯାଇଛି । ଏହି ଅଧିକାରୀମାନେ ପୂର୍ବରୁ ବିଭିନ୍ନ ବିଭାଗରେ କମିଶନର-ସଚିବ ଭାବେ କାର୍ଯ୍ୟ କରୁଥିଲେ । ପଦୋନ୍ନତି ପରେ ସେମାନଙ୍କ ଦାୟିତ୍ୱ ବଣ୍ଟନ କରାଯିବ ବୋଲି ସୂଚନା ମିଳିଛି ।: [940, 189, 1108, 397]
- masthead-divider: [142, 30, 144, 90]
- obit-1-photo: [220, 1366, 352, 1518]
- affidavit-title: AFFIDAVIT: [384, 412, 570, 432]
- sagittarius-icon: ♐: [1120, 574, 1148, 596]
- color-registration-marks-2: [700, 2272, 760, 2291]
- astro-ad-1: ବାୟା ବାବାଙ୍କ ମାନସିକ ଦ୍ୱାରା ଜୀବନର ସମସ୍ତ ସମସ୍ୟାର ସମାଧାନ Love Marriage, ବୁଦ୍ଧି ଓ ବୃଦ୍ଧି, ଚାକିରି, ସନ୍ତାନ ହେବାରେ ଅସୁବିଧା । 09461777638, 09521256883.: [204, 1049, 370, 1138]
- karnan-body: କୋଲକାତା,୪।୫(ଏଜେନ୍ସି)- ଅବମାନନା ମାମଲାରେ ଅଭିଯୁକ୍ତ କଲିକତା ହାଇକୋର୍ଟର ବିଚାରପତି ସି.ଏସ୍. କର୍ଣ୍ଣନ୍ ତାଙ୍କର ମାନସିକ ସ୍ୱାସ୍ଥ୍ୟ ପରୀକ୍ଷା କରାଇବାକୁ ମନା କରିଦେଇଛନ୍ତି । ସୁପ୍ରିମକୋର୍ଟର ନିର୍ଦ୍ଦେଶ ଅନୁସାରେ ଗୁରୁବାର ସରକାରୀ ମେଡିକାଲ ବୋର୍ଡର ଡାକ୍ତରମାନେ ତାଙ୍କ ବାସଭବନରେ ପହଞ୍ଚିଥିଲେ । କିନ୍ତୁ ଜଷ୍ଟିସ୍ କର୍ଣ୍ଣନ୍ ଲିଖିତ ଭାବେ ଜଣାଇଛନ୍ତି ଯେ ସେ ସମ୍ପୂର୍ଣ୍ଣ ସୁସ୍ଥ ଅଛନ୍ତି ଏବଂ ତାଙ୍କର ପରୀକ୍ଷାର ଆବଶ୍ୟକତା ନାହିଁ । ସେ କହିଛନ୍ତି ଯେ ମେଡିକାଲ ପରୀକ୍ଷା ପାଇଁ ତାଙ୍କ ପରିବାରର ସମ୍ମତି ଆବଶ୍ୟକ । ଡାକ୍ତରମାନେ ପ୍ରାୟ ଏକ ଘଣ୍ଟା ଅପେକ୍ଷା କରିବା ପରେ ଫେରିଯାଇଥିଲେ । ସୁପ୍ରିମକୋର୍ଟ ମେ ୮ ତାରିଖ ସୁଦ୍ଧା ରିପୋର୍ଟ ଦାଖଲ କରିବାକୁ ନିର୍ଦ୍ଦେଶ ଦେଇଥିଲେ । ଏ ସମ୍ପର୍କରେ ପୋଲିସ ବିଭାଗ ମଧ୍ୟ ସତର୍କ ଥିଲା । କର୍ଣ୍ଣନ୍ କହିଛନ୍ତି ଯେ ସେ ଦଳିତ ହୋଇଥିବାରୁ ତାଙ୍କ ପ୍ରତି ଭେଦଭାବ କରାଯାଉଛି । ଏହି ଘଟଣା ନ୍ୟାୟପାଳିକା ଇତିହାସରେ ଅଭୂତପୂର୍ବ ବୋଲି ଆଇନଜ୍ଞମାନେ ମତ ଦେଇଛନ୍ତି । ଏହି ମାମଲାର ପରବର୍ତ୍ତୀ ଶୁଣାଣି ସୁପ୍ରିମକୋର୍ଟର ସାତ ଜଣିଆ ସାମ୍ବିଧାନିକ ଖଣ୍ଡପୀଠରେ ହେବ ।: [384, 1059, 1108, 1155]
- zodiac-kanya-name: କନ୍ୟା:: [1152, 443, 1183, 455]
- masthead: [22, 16, 1478, 102]
- re-ad-1: ଭୁବନେଶ୍ୱର KEC ଓ ମୁସଲିପେଟାର ନିକଟରେ ଯୋଗ୍ୟ ପ୍ଲଟ୍ ବିକ୍ରି ପାଇଁ ଉପଲବ୍ଧ । ଗୋଟିଏ ପ୍ଲଟ ଓ ଘର Sqft Rs.550/-ରେ ମିଳିବ । 9078967488.: [22, 944, 192, 1018]
- leo-icon: ♌: [1120, 398, 1148, 420]
- aquarius-icon: ♒: [1120, 662, 1148, 684]
- aries-icon: ♈: [1120, 222, 1148, 244]
- zodiac-row-bichha: [1120, 530, 1478, 572]
- auto-ad-2: Buy excellent condition used cars directly at best prices. Easy finance facility available. 7008937516,8457069164.: [22, 660, 192, 734]
- obit-3-title: ୨୦ତମ ଶ୍ରାଦ୍ଧବାର୍ଷିକ: [205, 1793, 367, 1814]
- automobile-label: automobile: [23, 533, 188, 563]
